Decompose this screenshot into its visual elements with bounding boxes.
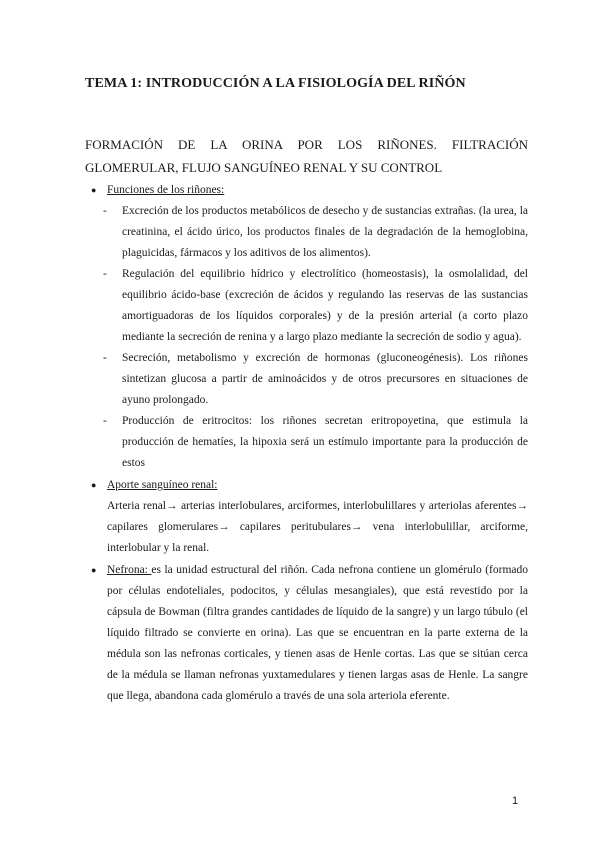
- list-item: [85, 264, 528, 348]
- page-number: 1: [512, 795, 519, 807]
- nefrona-paragraph: [107, 560, 528, 707]
- dash-icon: -: [103, 268, 107, 280]
- dash-icon: -: [103, 415, 107, 427]
- list-item: [85, 411, 528, 474]
- bullet-aporte-sanguineo: [85, 475, 528, 559]
- document-title: TEMA 1: INTRODUCCIÓN A LA FISIOLOGÍA DEL RIÑÓN: [85, 76, 466, 91]
- list-item-text: Excreción de los productos metabólicos de desecho y de sustancias extrañas. (la urea, la creatinina, el ácido úrico, los productos finales de la degradación de la hemoglobina, plaguicidas, fármacos y los aditivos de los alimentos).: [122, 205, 528, 259]
- bullet-heading-funciones: Funciones de los riñones:: [107, 184, 225, 196]
- list-item: [85, 201, 528, 264]
- list-item-text: Regulación del equilibrio hídrico y electrolítico (homeostasis), la osmolalidad, del equilibrio ácido-base (excreción de ácidos y regulando las reservas de las sustancias amortiguadoras de los líquidos corporales) y de la presión arterial (a corto plazo mediante la secreción de renina y a largo plazo mediante la secreción de sodio y agua).: [122, 268, 528, 343]
- list-item: [85, 348, 528, 411]
- list-item-text: Producción de eritrocitos: los riñones secretan eritropoyetina, que estimula la producción de hematíes, la hipoxia será un estímulo importante para la producción de estos: [122, 415, 528, 469]
- dash-icon: -: [103, 205, 107, 217]
- nefrona-text: es la unidad estructural del riñón. Cada nefrona contiene un glomérulo (formado por células endoteliales, podocitos, y células mesangiales), que está revestido por la cápsula de Bowman (filtra grandes cantidades de líquido de la sangre) y un largo túbulo (el líquido filtrado se convierte en orina). Las que se encuentran en la parte externa de la médula son las nefronas corticales, y tienen asas de Henle cortas. Las que se sitúan cerca de la médula se llaman nefronas yuxtamedulares y tienen largas asas de Henle. La sangre que llega, abandona cada glomérulo a través de una sola arteriola eferente.: [107, 564, 528, 702]
- document-body: [85, 180, 528, 707]
- list-item-text: Secreción, metabolismo y excreción de hormonas (gluconeogénesis). Los riñones sintetizan glucosa a partir de aminoácidos y de otros precursores en situaciones de ayuno prolongado.: [122, 352, 528, 406]
- bullet-icon: ●: [91, 565, 97, 575]
- section-subtitle: FORMACIÓN DE LA ORINA POR LOS RIÑONES. FILTRACIÓN GLOMERULAR, FLUJO SANGUÍNEO RENAL Y SU CONTROL: [85, 137, 528, 175]
- funciones-list: [85, 201, 528, 474]
- bullet-nefrona: [85, 560, 528, 707]
- bullet-heading-nefrona: Nefrona:: [107, 564, 152, 576]
- bullet-funciones: [85, 180, 528, 201]
- bullet-icon: ●: [91, 185, 97, 195]
- dash-icon: -: [103, 352, 107, 364]
- aporte-text: Arteria renal→ arterias interlobulares, arciformes, interlobulillares y arteriolas aferentes→ capilares glomerulares→ capilares peritubulares→ vena interlobulillar, arciforme, interlobular y la renal.: [107, 500, 528, 554]
- bullet-icon: ●: [91, 480, 97, 490]
- bullet-heading-aporte: Aporte sanguíneo renal:: [107, 479, 218, 491]
